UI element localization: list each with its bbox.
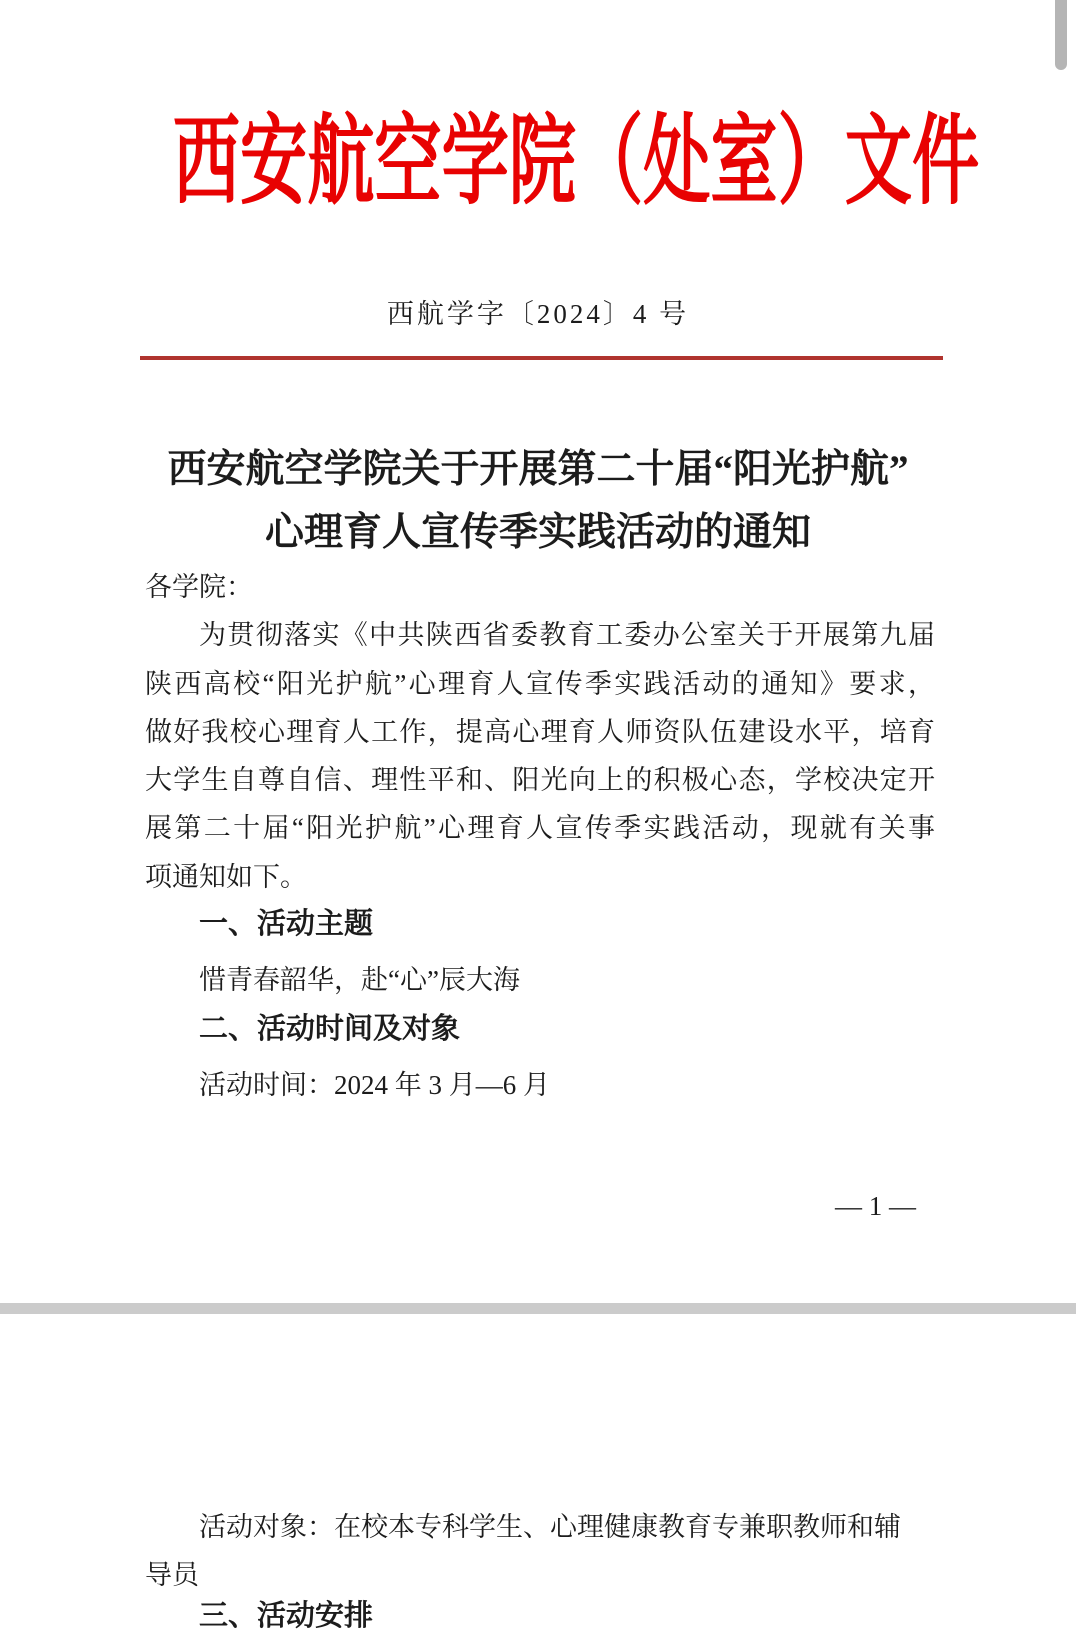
scrollbar-thumb[interactable] xyxy=(1055,0,1067,70)
section-1-theme-line: 惜青春韶华，赴“心”辰大海 xyxy=(199,965,520,995)
body-text-line: 大学生自尊自信、理性平和、阳光向上的积极心态，学校决定开 xyxy=(145,765,935,796)
section-3-heading-cutoff: 三、活动安排 xyxy=(199,1600,374,1632)
letterhead-title xyxy=(0,106,1076,218)
section-1-heading: 一、活动主题 xyxy=(199,908,374,940)
red-divider-rule xyxy=(140,356,943,360)
document-title-line-2: 心理育人宣传季实践活动的通知 xyxy=(264,511,811,554)
body-text-line: 做好我校心理育人工作，提高心理育人师资队伍建设水平，培育 xyxy=(145,716,935,747)
page-break-gap xyxy=(0,1303,1076,1314)
letterhead-title-text: 西安航空学院（处室）文件 xyxy=(172,106,980,217)
body-text-line: 各学院： xyxy=(145,572,253,602)
body-text-line: 项通知如下。 xyxy=(145,861,307,892)
page-2-paragraph-block xyxy=(145,1503,935,1599)
section-2-heading: 二、活动时间及对象 xyxy=(199,1013,461,1045)
document-title-line-1: 西安航空学院关于开展第二十届“阳光护航” xyxy=(167,448,909,491)
body-text-line: 展第二十届“阳光护航”心理育人宣传季实践活动，现就有关事 xyxy=(145,813,935,844)
section-2-time-line: 活动时间：2024 年 3 月—6 月 xyxy=(199,1070,550,1100)
body-paragraph-block xyxy=(145,563,935,901)
body-text-line: 活动对象：在校本专科学生、心理健康教育专兼职教师和辅 xyxy=(199,1512,901,1542)
body-text-line: 陕西高校“阳光护航”心理育人宣传季实践活动的通知》要求， xyxy=(145,668,935,699)
body-text-line: 为贯彻落实《中共陕西省委教育工委办公室关于开展第九届 xyxy=(199,620,935,651)
page-number: — 1 — xyxy=(835,1191,916,1221)
document-number: 西航学字〔2024〕4 号 xyxy=(386,299,690,329)
body-text-line: 导员 xyxy=(145,1560,199,1590)
